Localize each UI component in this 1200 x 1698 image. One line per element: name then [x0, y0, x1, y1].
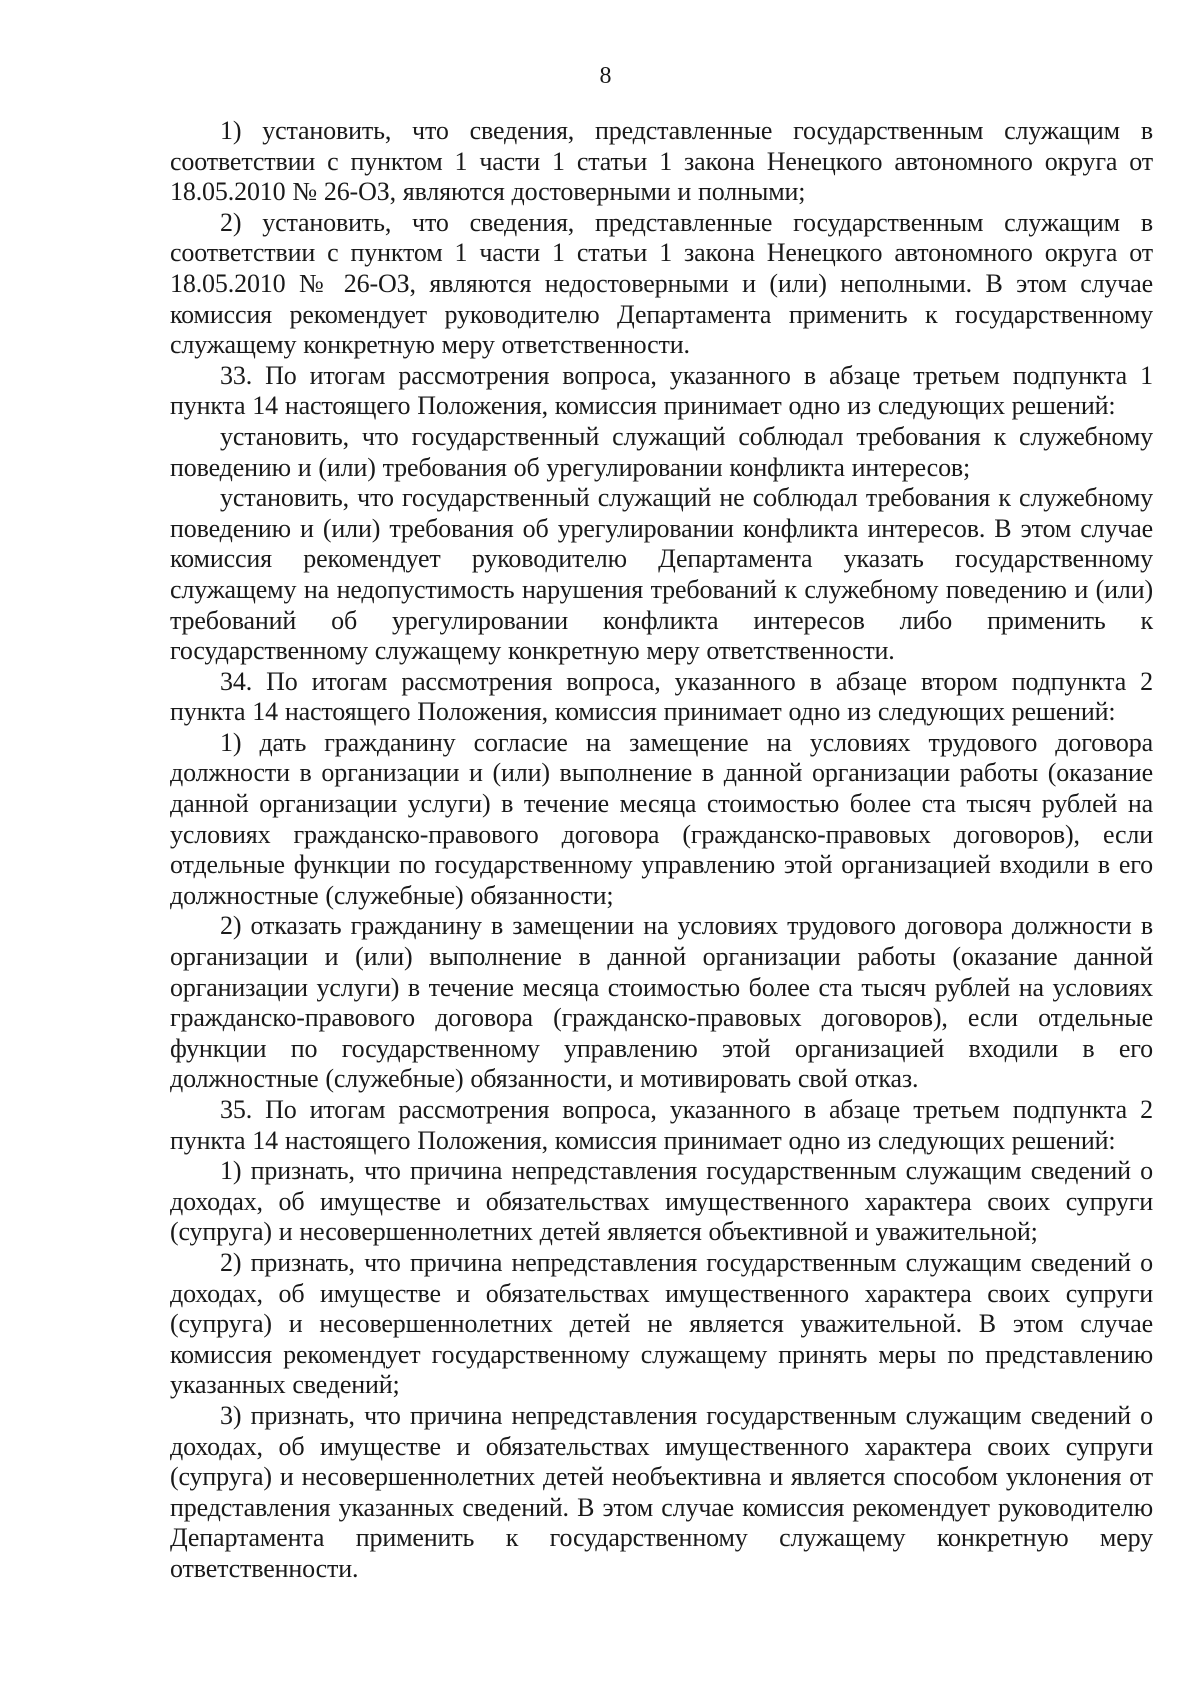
paragraph-32-item-1: 1) установить, что сведения, представленные государственным служащим в соответствии с пунктом 1 части 1 статьи 1 закона Ненецкого автономного округа от 18.05.2010 № 26-ОЗ, являются достоверными и полными;	[170, 116, 1153, 207]
paragraph-35: 35. По итогам рассмотрения вопроса, указанного в абзаце третьем подпункта 2 пункта 14 настоящего Положения, комиссия принимает одно из следующих решений:	[170, 1095, 1153, 1155]
paragraph-32-item-2: 2) установить, что сведения, представленные государственным служащим в соответствии с пунктом 1 части 1 статьи 1 закона Ненецкого автономного округа от 18.05.2010 № 26-ОЗ, являются недостоверными и (или) неполными. В этом случае комиссия рекомендует руководителю Департамента применить к государственному служащему конкретную меру ответственности.	[170, 207, 1153, 360]
paragraph-33: 33. По итогам рассмотрения вопроса, указанного в абзаце третьем подпункта 1 пункта 14 настоящего Положения, комиссия принимает одно из следующих решений:	[170, 360, 1153, 421]
paragraph-35-item-3: 3) признать, что причина непредставления государственным служащим сведений о доходах, об имуществе и обязательствах имущественного характера своих супруги (супруга) и несовершеннолетних детей необъективна и является способом уклонения от представления указанных сведений. В этом случае комиссия рекомендует руководителю Департамента применить к государственному служащему конкретную меру ответственности.	[170, 1400, 1153, 1583]
paragraph-34-item-1: 1) дать гражданину согласие на замещение на условиях трудового договора должности в организации и (или) выполнение в данной организации работы (оказание данной организации услуги) в течение месяца стоимостью более ста тысяч рублей на условиях гражданско-правового договора (гражданско-правовых договоров), если отдельные функции по государственному управлению этой организацией входили в его должностные (служебные) обязанности;	[170, 727, 1153, 910]
paragraph-33-option-2: установить, что государственный служащий не соблюдал требования к служебному поведению и (или) требования об урегулировании конфликта интересов. В этом случае комиссия рекомендует руководителю Департамента указать государственному служащему на недопустимость нарушения требований к служебному поведению и (или) требований об урегулировании конфликта интересов либо применить к государственному служащему конкретную меру ответственности.	[170, 483, 1153, 666]
paragraph-35-item-2: 2) признать, что причина непредставления государственным служащим сведений о доходах, об имуществе и обязательствах имущественного характера своих супруги (супруга) и несовершеннолетних детей не является уважительной. В этом случае комиссия рекомендует государственному служащему принять меры по представлению указанных сведений;	[170, 1247, 1153, 1400]
paragraph-35-item-1: 1) признать, что причина непредставления государственным служащим сведений о доходах, об имуществе и обязательствах имущественного характера своих супруги (супруга) и несовершеннолетних детей является объективной и уважительной;	[170, 1156, 1153, 1247]
paragraph-34-item-2: 2) отказать гражданину в замещении на условиях трудового договора должности в организации и (или) выполнение в данной организации работы (оказание данной организации услуги) в течение месяца стоимостью более ста тысяч рублей на условиях гражданско-правового договора (гражданско-правовых договоров), если отдельные функции по государственному управлению этой организацией входили в его должностные (служебные) обязанности, и мотивировать свой отказ.	[170, 911, 1153, 1094]
paragraph-33-option-1: установить, что государственный служащий соблюдал требования к служебному поведению и (или) требования об урегулировании конфликта интересов;	[170, 421, 1153, 482]
page-number: 8	[599, 63, 612, 89]
paragraph-34: 34. По итогам рассмотрения вопроса, указанного в абзаце втором подпункта 2 пункта 14 настоящего Положения, комиссия принимает одно из следующих решений:	[170, 666, 1153, 727]
